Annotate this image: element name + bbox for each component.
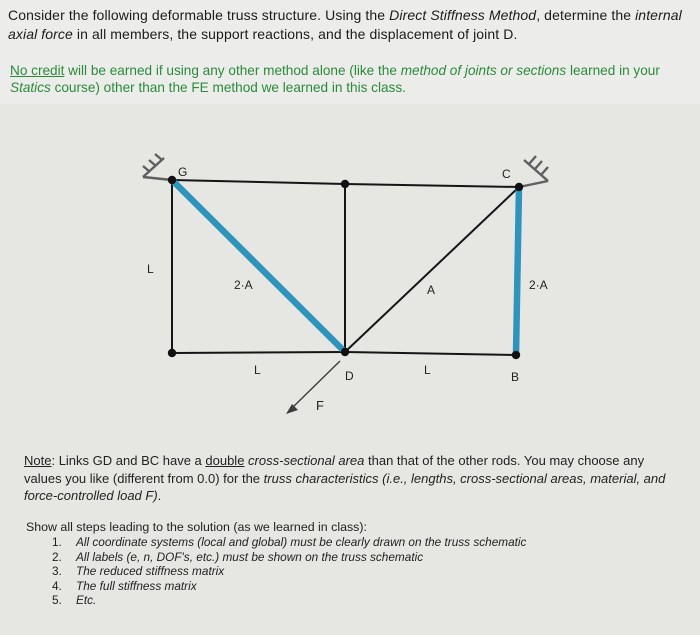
note-characteristics: truss characteristics (i.e., lengths, cross-sectional areas, material, and force-controlled load F) [24, 470, 666, 503]
joint-top-middle [341, 180, 349, 188]
step-number: 3. [52, 564, 62, 579]
steps-title: Show all steps leading to the solution (as we learned in class): [26, 520, 367, 534]
step-number: 4. [52, 578, 62, 593]
problem-axial-force: internal axial force [8, 7, 682, 42]
step-item [52, 593, 526, 608]
warning-statics: Statics [10, 80, 51, 95]
joint-g [168, 176, 176, 184]
note-text-3: . [157, 488, 162, 503]
label-l-bottom-right: L [424, 363, 431, 377]
support-right [519, 156, 548, 187]
member-gd [172, 180, 345, 352]
label-gd-area: 2·A [234, 278, 253, 292]
step-number: 1. [52, 535, 62, 549]
problem-method: Direct Stiffness Method [389, 7, 537, 23]
label-g: G [178, 165, 188, 179]
joint-b [512, 351, 520, 359]
member-top-left [172, 180, 345, 184]
note-double: double [205, 453, 245, 468]
step-text: The full stiffness matrix [76, 578, 197, 593]
support-left [143, 154, 172, 180]
note-heading: Note [24, 453, 52, 468]
label-b: B [511, 370, 520, 384]
step-text: All coordinate systems (local and global) must be clearly drawn on the truss schematic [76, 535, 527, 549]
member-bottom-right [345, 352, 516, 355]
force-arrow-head [286, 404, 298, 414]
label-d: D [345, 369, 354, 383]
step-text: Etc. [76, 593, 97, 608]
step-item [52, 550, 526, 565]
warning-text-3: course) other than the FE method we learned in this class. [50, 80, 406, 95]
problem-text-3: in all members, the support reactions, and the displacement of joint D. [72, 26, 518, 42]
steps-list [52, 535, 526, 608]
label-diagonal-area: A [427, 283, 436, 297]
joint-bottom-left [168, 349, 176, 357]
step-text: The reduced stiffness matrix [76, 564, 225, 579]
label-force: F [316, 398, 324, 413]
label-l-left: L [147, 262, 154, 276]
label-l-bottom-left: L [254, 363, 261, 377]
joint-d [341, 348, 349, 356]
step-number: 5. [52, 593, 62, 608]
label-c: C [502, 167, 511, 181]
member-top-right [345, 184, 519, 187]
step-item [52, 535, 526, 550]
note-paragraph [24, 452, 674, 505]
note-text-2: than that of the other rods. You may choose any values you like (different from 0.0) for the [24, 453, 645, 486]
step-item [52, 564, 526, 579]
problem-text-2: , determine the [536, 7, 636, 23]
member-bottom-left [172, 352, 345, 353]
warning-no-credit: No credit [10, 63, 65, 78]
member-diagonal-a [345, 187, 519, 352]
warning-text-1: will be earned if using any other method alone (like the [64, 63, 401, 78]
problem-text-1: Consider the following deformable truss structure. Using the [8, 7, 390, 23]
label-bc-area: 2·A [529, 278, 548, 292]
warning-method: method of joints or sections [400, 63, 567, 78]
step-number: 2. [52, 549, 62, 564]
joint-c [515, 183, 523, 191]
step-text: All labels (e, n, DOF's, etc.) must be shown on the truss schematic [76, 549, 424, 564]
warning-text-2: learned in your [566, 63, 660, 78]
member-bc [516, 187, 519, 355]
note-text-1: : Links GD and BC have a [51, 453, 206, 468]
step-item [52, 579, 526, 594]
note-area: cross-sectional area [244, 453, 365, 468]
